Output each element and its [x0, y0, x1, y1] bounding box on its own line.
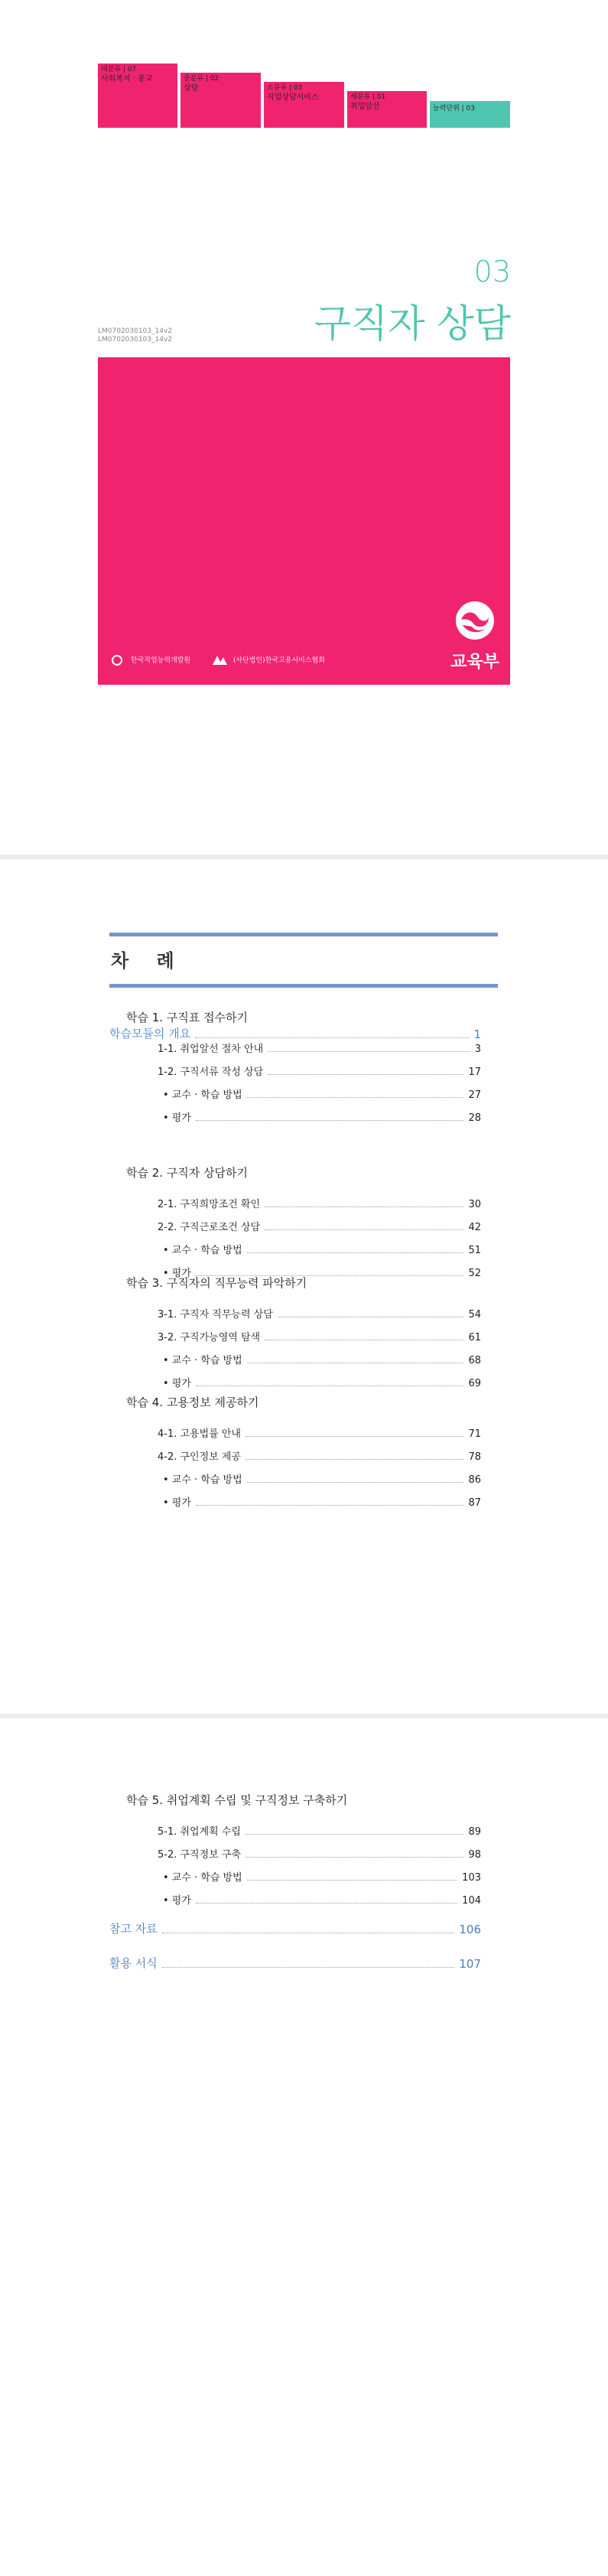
- toc-leader: [247, 1880, 457, 1881]
- toc-label: • 교수 · 학습 방법: [163, 1872, 242, 1884]
- category-code: 대분류 | 07: [101, 66, 137, 73]
- association-logo-text: (사단법인)한국고용서비스협회: [232, 656, 325, 665]
- module-code: LM0702030103_14v2: [98, 336, 173, 344]
- toc-label: 2-1. 구직희망조건 확인: [158, 1199, 261, 1210]
- toc-section-entry[interactable]: [158, 1823, 481, 1838]
- category-name: 상담: [184, 84, 199, 93]
- ministry-name: 교육부: [450, 653, 499, 672]
- toc-page-continued: [0, 1718, 608, 2576]
- toc-leader: [265, 1229, 463, 1230]
- toc-page-number: 71: [468, 1428, 481, 1440]
- cover-page: [0, 0, 608, 855]
- toc-bullet-entry[interactable]: [163, 1242, 481, 1256]
- category-detail: [347, 91, 427, 128]
- category-name: 직업상담서비스: [267, 93, 319, 102]
- toc-page-number: 78: [468, 1451, 481, 1463]
- toc-section-entry[interactable]: [158, 1425, 481, 1440]
- krivet-mark-icon: [109, 654, 125, 666]
- toc-page-number: 103: [462, 1872, 481, 1884]
- toc-label: • 평가: [163, 1895, 191, 1907]
- toc-bullet-entry[interactable]: [163, 1086, 481, 1101]
- toc-top-rule: [109, 933, 498, 936]
- toc-leader: [245, 1459, 463, 1460]
- toc-page-number: 54: [468, 1309, 481, 1321]
- toc-bullet-entry[interactable]: [163, 1352, 481, 1366]
- toc-label: 5-2. 구직정보 구축: [158, 1849, 241, 1861]
- toc-label: • 평가: [163, 1378, 191, 1389]
- toc-label: 2-2. 구직근로조건 상담: [158, 1222, 261, 1233]
- toc-label: 활용 서식: [109, 1956, 158, 1970]
- toc-label: 1-2. 구직서류 작성 상담: [158, 1067, 264, 1078]
- association-logo: [211, 654, 325, 666]
- toc-label: 참고 자료: [109, 1922, 158, 1936]
- toc-page-number: 68: [468, 1355, 481, 1366]
- toc-bullet-entry[interactable]: [163, 1109, 481, 1124]
- toc-forms[interactable]: [109, 1955, 481, 1971]
- toc-leader: [196, 1903, 457, 1904]
- toc-lesson-title[interactable]: 학습 4. 고용정보 제공하기: [126, 1395, 259, 1409]
- toc-page-number: 61: [468, 1332, 481, 1343]
- toc-label: • 평가: [163, 1112, 191, 1124]
- toc-label: 1-1. 취업알선 절차 안내: [158, 1044, 264, 1055]
- toc-section-entry[interactable]: [158, 1040, 481, 1055]
- category-code: 세분류 | 01: [350, 93, 386, 101]
- toc-label: 학습모듈의 개요: [109, 1027, 191, 1040]
- toc-leader: [162, 1967, 455, 1968]
- toc-label: • 교수 · 학습 방법: [163, 1245, 242, 1256]
- toc-leader: [268, 1074, 463, 1075]
- category-code: 능력단위 | 03: [433, 105, 475, 112]
- krivet-logo-text: 한국직업능력개발원: [130, 656, 191, 665]
- toc-bullet-entry[interactable]: [163, 1471, 481, 1486]
- toc-label: • 교수 · 학습 방법: [163, 1355, 242, 1366]
- category-minor: [264, 82, 344, 128]
- toc-leader: [196, 1120, 464, 1121]
- toc-leader: [247, 1097, 464, 1098]
- category-unit: [430, 101, 510, 128]
- toc-lesson-title[interactable]: 학습 1. 구직표 접수하기: [126, 1011, 249, 1024]
- toc-leader: [245, 1857, 463, 1858]
- toc-page: [0, 859, 608, 1714]
- toc-label: 4-2. 구인정보 제공: [158, 1451, 241, 1463]
- toc-section-entry[interactable]: [158, 1448, 481, 1463]
- toc-page-number: 87: [468, 1497, 481, 1509]
- module-codes: [98, 327, 172, 344]
- toc-bullet-entry[interactable]: [163, 1869, 481, 1884]
- toc-page-number: 17: [468, 1067, 481, 1078]
- toc-label: • 평가: [163, 1268, 191, 1279]
- toc-page-number: 104: [462, 1895, 481, 1907]
- toc-page-number: 107: [459, 1957, 481, 1971]
- toc-bullet-entry[interactable]: [163, 1892, 481, 1907]
- toc-page-number: 98: [468, 1849, 481, 1861]
- toc-bullet-entry[interactable]: [163, 1375, 481, 1389]
- toc-page-number: 1: [473, 1027, 481, 1041]
- toc-leader: [247, 1252, 464, 1253]
- government-emblem-icon: [455, 601, 495, 640]
- toc-page-number: 27: [468, 1089, 481, 1101]
- toc-section-entry[interactable]: [158, 1196, 481, 1210]
- toc-title: 차 례: [111, 950, 185, 972]
- toc-bottom-rule: [109, 984, 498, 988]
- toc-label: 5-1. 취업계획 수립: [158, 1826, 241, 1838]
- toc-bullet-entry[interactable]: [163, 1494, 481, 1509]
- category-code: 소분류 | 03: [267, 84, 303, 92]
- category-middle: [180, 73, 261, 128]
- toc-leader: [195, 1037, 469, 1038]
- toc-page-number: 3: [474, 1044, 481, 1055]
- toc-page-number: 28: [468, 1112, 481, 1124]
- krivet-logo: [109, 654, 190, 666]
- toc-page-number: 69: [468, 1378, 481, 1389]
- module-title: 구직자 상담: [314, 301, 511, 346]
- toc-section-entry[interactable]: [158, 1306, 481, 1321]
- toc-leader: [268, 1051, 470, 1052]
- association-mark-icon: [211, 654, 228, 666]
- toc-leader: [245, 1436, 463, 1437]
- toc-label: 3-1. 구직자 직무능력 상담: [158, 1309, 273, 1321]
- module-number: 03: [473, 255, 511, 288]
- toc-page-number: 30: [468, 1199, 481, 1210]
- toc-section-entry[interactable]: [158, 1329, 481, 1343]
- toc-label: 3-2. 구직가능영역 탐색: [158, 1332, 261, 1343]
- toc-label: 4-1. 고용법률 안내: [158, 1428, 241, 1440]
- toc-page-number: 51: [468, 1245, 481, 1256]
- toc-page-number: 52: [468, 1268, 481, 1279]
- toc-leader: [245, 1834, 463, 1835]
- toc-label: • 평가: [163, 1497, 191, 1509]
- toc-lesson-title[interactable]: 학습 2. 구직자 상담하기: [126, 1166, 249, 1180]
- toc-leader: [247, 1482, 464, 1483]
- toc-label: • 교수 · 학습 방법: [163, 1474, 242, 1486]
- toc-overview[interactable]: [109, 1025, 481, 1041]
- toc-section-entry[interactable]: [158, 1846, 481, 1861]
- cover-color-block: [98, 357, 510, 685]
- toc-section-entry[interactable]: [158, 1219, 481, 1233]
- toc-page-number: 86: [468, 1474, 481, 1486]
- module-code: LM0702030103_14v2: [98, 327, 173, 335]
- toc-references[interactable]: [109, 1920, 481, 1936]
- toc-page-number: 42: [468, 1222, 481, 1233]
- toc-label: • 교수 · 학습 방법: [163, 1089, 242, 1101]
- category-name: 취업알선: [350, 103, 380, 111]
- category-major: [98, 64, 177, 128]
- toc-lesson-title[interactable]: 학습 3. 구직자의 직무능력 파악하기: [126, 1276, 307, 1290]
- category-code: 중분류 | 02: [184, 75, 219, 83]
- toc-page-number: 89: [468, 1826, 481, 1838]
- toc-lesson-title[interactable]: 학습 5. 취업계획 수립 및 구직정보 구축하기: [126, 1793, 348, 1807]
- category-name: 사회복지 · 종교: [101, 75, 153, 83]
- toc-section-entry[interactable]: [158, 1063, 481, 1078]
- toc-page-number: 106: [459, 1923, 481, 1936]
- toc-leader: [196, 1505, 464, 1506]
